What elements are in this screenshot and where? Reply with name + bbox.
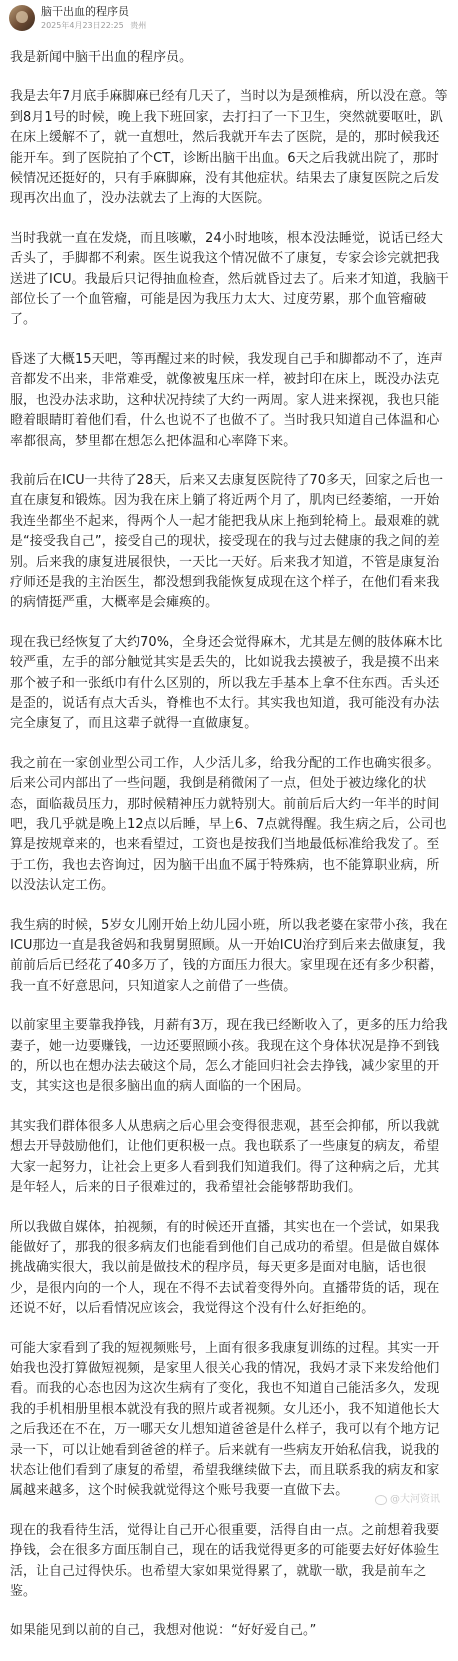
paragraph: 如果能见到以前的自己，我想对他说：“好好爱自己。” bbox=[10, 1621, 450, 1641]
author-avatar[interactable] bbox=[9, 5, 35, 31]
paragraph: 现在的我看待生活，觉得让自己开心很重要，活得自由一点。之前想着我要挣钱，会在很多方面压制自己，现在的话我觉得更多的可能要去好好体验生活，让自己过得快乐。也希望大家如果觉得累了，就歇一歇，我是前车之鉴。 bbox=[10, 1521, 450, 1603]
paragraph: 所以我做自媒体，拍视频，有的时候还开直播，其实也在一个尝试，如果我能做好了，那我的很多病友们也能看到他们自己成功的希望。但是做自媒体挑战确实很大，我以前是做技术的程序员，每天更多是面对电脑，话也很少，是很内向的一个人，现在不得不去试着变得外向。直播带货的话，现在还说不好，以后看情况应该会，我觉得这个没有什么好拒绝的。 bbox=[10, 1218, 450, 1320]
avatar-image bbox=[16, 11, 28, 23]
paragraph: 我之前在一家创业型公司工作，人少活儿多，给我分配的工作也确实很多。后来公司内部出了一些问题，我倒是稍微闲了一点，但处于被边缘化的状态，面临裁员压力，那时候精神压力就特别大。前前后后大约一年半的时间吧，我几乎就是晚上12点以后睡，早上6、7点就得醒。我生病之后，公司也算是按规章来的，也来看望过，工资也是按我们当地最低标准给我发了。至于工伤，我也去咨询过，因为脑干出血不属于特殊病，也不能算职业病，所以没法认定工伤。 bbox=[10, 754, 450, 897]
weibo-icon bbox=[375, 1495, 387, 1505]
watermark bbox=[375, 1494, 440, 1506]
author-name[interactable]: 脑干出血的程序员 bbox=[41, 5, 129, 18]
paragraph: 其实我们群体很多人从患病之后心里会变得很悲观，甚至会抑郁，所以我就想去开导鼓励他们，让他们更积极一点。我也联系了一些康复的病友，希望大家一起努力，让社会上更多人看到我们知道我们。得了这种病之后，尤其是年轻人，后来的日子很难过的，我希望社会能够帮助我们。 bbox=[10, 1117, 450, 1199]
post-meta bbox=[41, 21, 150, 31]
post-date: 2025年4月23日22:25 bbox=[41, 21, 124, 30]
paragraph: 昏迷了大概15天吧，等再醒过来的时候，我发现自己手和脚都动不了，连声音都发不出来，非常难受，就像被鬼压床一样，被封印在床上，既没办法克服，也没办法求助，这种状况持续了大约一两周。家人进来探视，我也只能瞪着眼睛盯着他们看，什么也说不了也做不了。当时我只知道自己体温和心率都很高，梦里都在想怎么把体温和心率降下来。 bbox=[10, 350, 450, 452]
paragraph: 现在我已经恢复了大约70%，全身还会觉得麻木，尤其是左侧的肢体麻木比较严重，左手的部分触觉其实是丢失的，比如说我去摸被子，我是摸不出来那个被子和一张纸巾有什么区别的，所以我左手基本上拿不住东西。舌头还是歪的，说话有点大舌头，脊椎也不太行。其实我也知道，我可能没有办法完全康复了，而且这辈子就得一直做康复。 bbox=[10, 633, 450, 735]
watermark-text: @大河资讯 bbox=[390, 1494, 440, 1506]
paragraph: 我生病的时候，5岁女儿刚开始上幼儿园小班，所以我老婆在家带小孩，我在ICU那边一直是我爸妈和我舅舅照顾。从一开始ICU治疗到后来去做康复，我前前后后已经花了40多万了，钱的方面压力很大。家里现在还有多少积蓄，我一直不好意思问，只知道家人之前借了一些债。 bbox=[10, 916, 450, 998]
paragraph: 我是去年7月底手麻脚麻已经有几天了，当时以为是颈椎病，所以没在意。等到8月1号的时候，晚上我下班回家，去打扫了一下卫生，突然就要呕吐，趴在床上缓解不了，就一直想吐，然后我就开车去了医院，是的，那时候我还能开车。到了医院拍了个CT，诊断出脑干出血。6天之后我就出院了，那时候情况还挺好的，只有手麻脚麻，没有其他症状。结果去了康复医院之后发现再次出血了，没办法就去了上海的大医院。 bbox=[10, 87, 450, 209]
post-location: 贵州 bbox=[130, 21, 146, 30]
paragraph: 以前家里主要靠我挣钱，月薪有3万，现在我已经断收入了，更多的压力给我妻子，她一边要赚钱，一边还要照顾小孩。我现在这个身体状况是挣不到钱的，所以也在想办法去破这个局，怎么才能回归社会去挣钱，减少家里的开支，其实这也是很多脑出血的病人面临的一个困局。 bbox=[10, 1016, 450, 1098]
paragraph: 可能大家看到了我的短视频账号，上面有很多我康复训练的过程。其实一开始我也没打算做短视频，是家里人很关心我的情况，我妈才录下来发给他们看。而我的心态也因为这次生病有了变化，我也不知道自己能活多久，发现我的手机相册里根本就没有我的照片或者视频。女儿还小，我不知道他长大之后我还在不在，万一哪天女儿想知道爸爸是什么样子，我可以有个地方记录一下，可以让她看到爸爸的样子。后来就有一些病友开始私信我，说我的状态让他们看到了康复的希望，希望我继续做下去，而且联系我的病友和家属越来越多，这个时候我就觉得这个账号我要一直做下去。 bbox=[10, 1339, 450, 1502]
paragraph: 我前后在ICU一共待了28天，后来又去康复医院待了70多天，回家之后也一直在康复和锻炼。因为我在床上躺了将近两个月了，肌肉已经萎缩，一开始我连坐都坐不起来，得两个人一起才能把我从床上拖到轮椅上。最艰难的就是“接受我自己”，接受自己的现状，接受现在的我与过去健康的我之间的差别。后来我的康复进展很快，一天比一天好。后来我才知道，不管是康复治疗师还是我的主治医生，都没想到我能恢复成现在这个样子，在他们看来我的病情挺严重，大概率是会瘫痪的。 bbox=[10, 471, 450, 614]
post-header bbox=[0, 0, 458, 40]
post-body bbox=[10, 48, 450, 1661]
paragraph: 当时我就一直在发烧，而且咳嗽，24小时地咳，根本没法睡觉，说话已经大舌头了，手脚都不利索。医生说我这个情况做不了康复，专家会诊完就把我送进了ICU。我最后只记得抽血检查，然后就昏过去了。后来才知道，我脑干部位长了一个血管瘤，可能是因为我压力太大、过度劳累，那个血管瘤破了。 bbox=[10, 229, 450, 331]
paragraph: 我是新闻中脑干出血的程序员。 bbox=[10, 48, 450, 68]
